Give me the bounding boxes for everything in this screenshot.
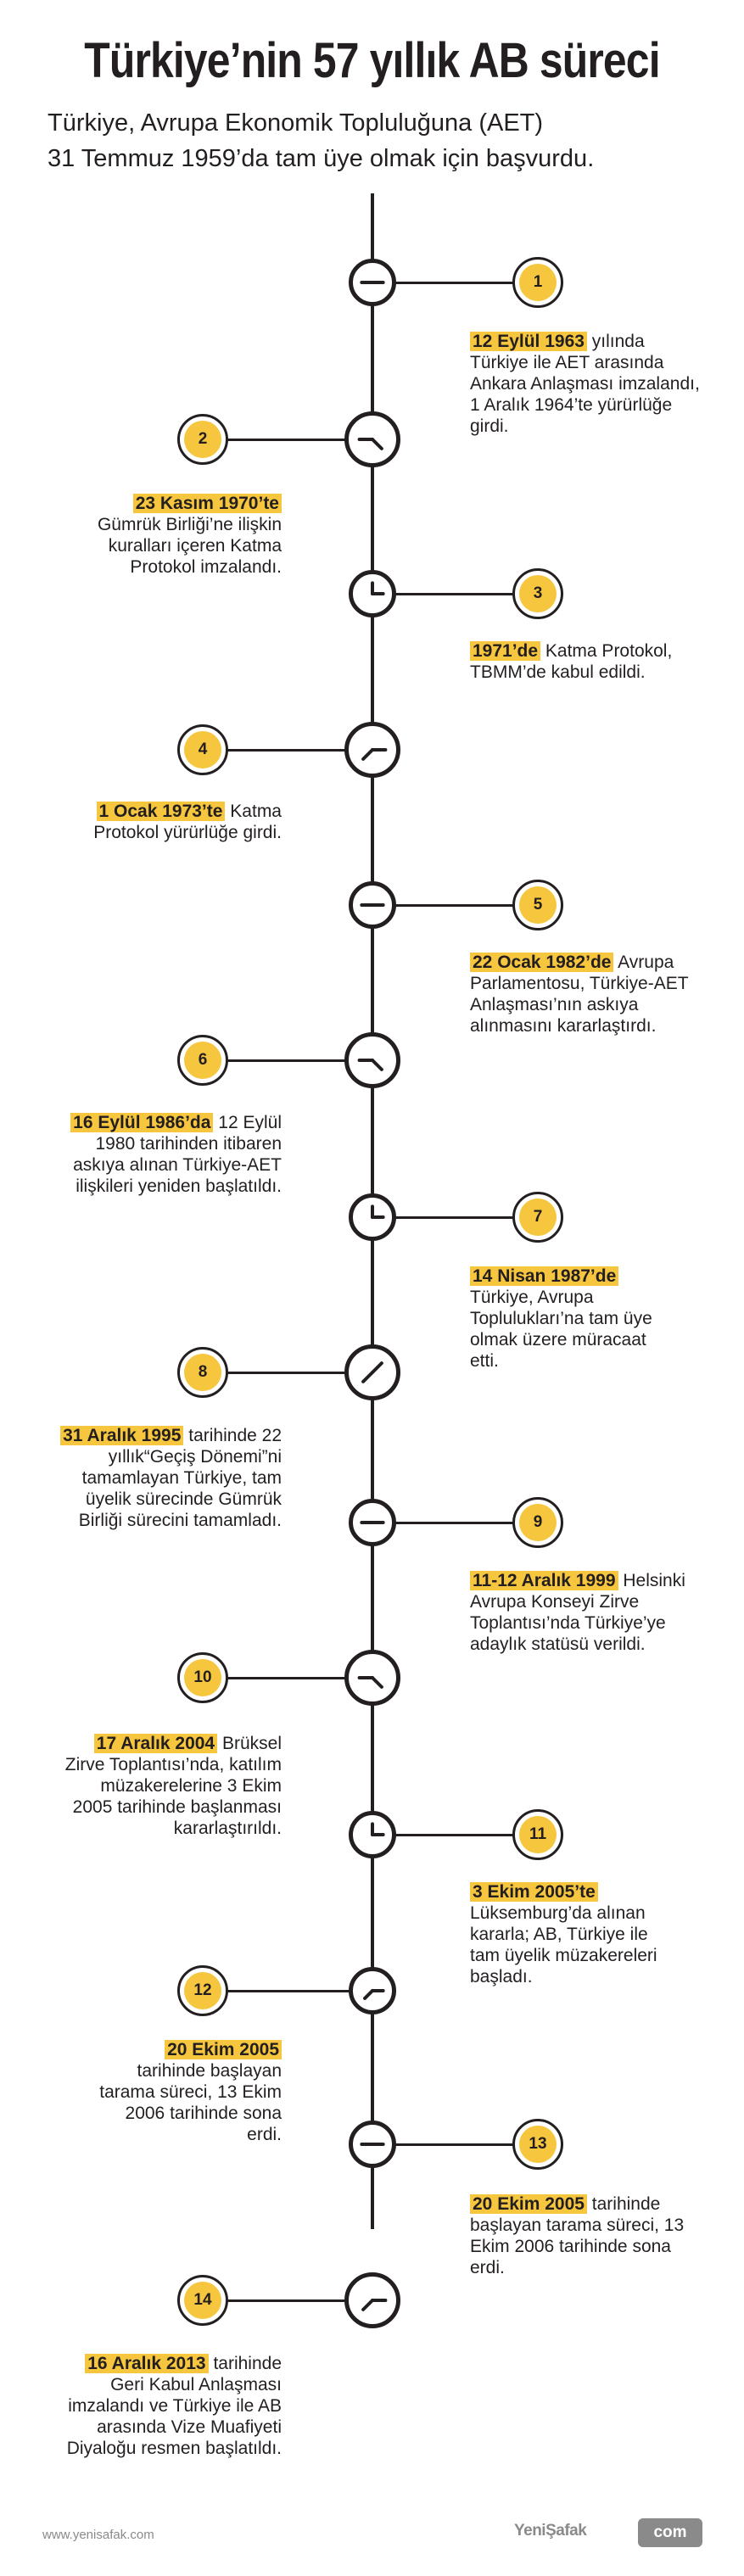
- clock-hands: [353, 1198, 392, 1237]
- numbered-circle-icon: [177, 1347, 228, 1398]
- event-number: 13: [519, 2126, 557, 2163]
- numbered-circle-icon: [512, 1192, 563, 1243]
- event-text: Helsinki Avrupa Konseyi Zirve Toplantısı’nda Türkiye’ye adaylık statüsü verildi.: [470, 1571, 685, 1654]
- clock-icon: [349, 570, 396, 617]
- event-text: tarihinde başlayan tarama süreci, 13 Ekim 2006 tarihinde sona erdi.: [470, 2194, 685, 2277]
- event-description: [470, 1266, 652, 1372]
- timeline-connector: [204, 1990, 372, 1992]
- event-number: 6: [184, 1042, 221, 1079]
- event-description: [51, 1112, 282, 1197]
- clock-hands: [349, 2277, 396, 2324]
- event-date: 11-12 Aralık 1999: [470, 1571, 618, 1590]
- clock-icon: [349, 1193, 396, 1241]
- numbered-circle-icon: [512, 568, 563, 619]
- clock-hands: [353, 263, 392, 302]
- intro-text: [48, 105, 594, 176]
- event-number: 7: [519, 1199, 557, 1236]
- clock-hands: [349, 726, 396, 774]
- clock-minute-hand: [372, 1060, 382, 1070]
- clock-icon: [349, 881, 396, 929]
- event-text: yılında Türkiye ile AET arasında Ankara Anlaşması imzalandı, 1 Aralık 1964’te yürürlüğe girdi.: [470, 332, 700, 436]
- event-date: 16 Eylül 1986’da: [70, 1113, 213, 1132]
- event-description: [93, 2039, 282, 2145]
- event-date: 12 Eylül 1963: [470, 332, 587, 351]
- clock-icon: [344, 411, 400, 467]
- numbered-circle-icon: [177, 2275, 228, 2326]
- clock-hands: [353, 1503, 392, 1542]
- event-date: 14 Nisan 1987’de: [470, 1266, 618, 1286]
- event-text: tarihinde Geri Kabul Anlaşması imzalandı ve Türkiye ile AB arasında Vize Muafiyeti Diyaloğu resmen başlatıldı.: [66, 2354, 282, 2458]
- intro-line-1: Türkiye, Avrupa Ekonomik Topluluğuna (AET): [48, 109, 544, 137]
- event-text: Türkiye, Avrupa Toplulukları’na tam üye olmak üzere müracaat etti.: [470, 1288, 652, 1371]
- clock-icon: [344, 2272, 400, 2328]
- event-text: Katma Protokol, TBMM’de kabul edildi.: [470, 641, 673, 682]
- clock-icon: [344, 722, 400, 778]
- event-date: 22 Ocak 1982’de: [470, 953, 613, 972]
- clock-hands: [349, 1037, 396, 1084]
- event-number: 14: [184, 2282, 221, 2319]
- event-date: 20 Ekim 2005: [165, 2040, 282, 2059]
- event-description: [51, 1425, 282, 1531]
- numbered-circle-icon: [177, 1965, 228, 2016]
- event-text: Gümrük Birliği’ne ilişkin kuralları içeren Katma Protokol imzalandı.: [97, 515, 282, 577]
- event-description: [51, 2353, 282, 2459]
- clock-hour-hand: [363, 750, 372, 759]
- event-number: 1: [519, 264, 557, 301]
- event-date: 23 Kasım 1970’te: [133, 494, 282, 513]
- event-number: 3: [519, 575, 557, 612]
- event-text: Katma Protokol yürürlüğe girdi.: [93, 802, 282, 842]
- numbered-circle-icon: [177, 414, 228, 465]
- intro-line-2: 31 Temmuz 1959’da tam üye olmak için başvurdu.: [48, 145, 595, 172]
- footer-url: www.yenisafak.com: [42, 2528, 154, 2542]
- footer-com-badge: com: [638, 2518, 702, 2547]
- event-text: Avrupa Parlamentosu, Türkiye-AET Anlaşması’nın askıya alınmasını kararlaştırdı.: [470, 953, 689, 1036]
- clock-hands: [349, 1654, 396, 1702]
- event-number: 5: [519, 886, 557, 924]
- event-date: 16 Aralık 2013: [85, 2354, 208, 2373]
- event-description: [470, 640, 682, 683]
- event-description: [470, 952, 716, 1037]
- numbered-circle-icon: [512, 2119, 563, 2170]
- event-description: [59, 1733, 282, 1839]
- numbered-circle-icon: [512, 257, 563, 308]
- event-text: 12 Eylül 1980 tarihinden itibaren askıya alınan Türkiye-AET ilişkileri yeniden başlatıldı.: [73, 1113, 282, 1196]
- event-text: Brüksel Zirve Toplantısı’nda, katılım müzakerelerine 3 Ekim 2005 tarihinde başlanması kararlaştırıldı.: [64, 1734, 282, 1838]
- clock-hour-hand: [363, 2300, 372, 2310]
- clock-hands: [353, 2125, 392, 2164]
- clock-icon: [349, 1499, 396, 1546]
- numbered-circle-icon: [177, 1035, 228, 1086]
- clock-hands: [349, 416, 396, 463]
- event-description: [470, 2193, 699, 2278]
- event-description: [85, 493, 282, 578]
- clock-hands: [353, 574, 392, 613]
- event-number: 2: [184, 421, 221, 458]
- event-description: [470, 331, 703, 437]
- event-description: [51, 801, 282, 843]
- numbered-circle-icon: [512, 1497, 563, 1548]
- event-number: 9: [519, 1504, 557, 1541]
- event-number: 12: [184, 1972, 221, 2009]
- clock-hands: [353, 886, 392, 925]
- clock-hands: [349, 1349, 396, 1396]
- clock-icon: [344, 1650, 400, 1706]
- event-date: 1 Ocak 1973’te: [97, 802, 226, 821]
- numbered-circle-icon: [512, 880, 563, 930]
- event-date: 17 Aralık 2004: [94, 1734, 217, 1753]
- clock-icon: [344, 1032, 400, 1088]
- numbered-circle-icon: [177, 1652, 228, 1703]
- clock-minute-hand: [372, 1363, 382, 1372]
- event-description: [470, 1881, 669, 1987]
- event-description: [470, 1570, 699, 1655]
- event-number: 10: [184, 1659, 221, 1696]
- clock-icon: [349, 1811, 396, 1858]
- clock-icon: [349, 2121, 396, 2168]
- clock-minute-hand: [372, 439, 382, 449]
- clock-hour-hand: [363, 1372, 372, 1382]
- event-text: tarihinde başlayan tarama süreci, 13 Ekim 2006 tarihinde sona erdi.: [99, 2061, 282, 2144]
- event-text: tarihinde 22 yıllık“Geçiş Dönemi”ni tamamlayan Türkiye, tam üyelik sürecinde Gümrük Birliği sürecini tamamladı.: [78, 1426, 282, 1530]
- event-date: 20 Ekim 2005: [470, 2194, 587, 2214]
- clock-minute-hand: [372, 1678, 382, 1687]
- clock-icon: [349, 1967, 396, 2014]
- footer-brand-logo: YeniŞafak: [514, 2522, 587, 2540]
- clock-icon: [344, 1344, 400, 1400]
- page-title: Türkiye’nin 57 yıllık AB süreci: [84, 33, 660, 88]
- clock-icon: [349, 259, 396, 306]
- event-text: Lüksemburg’da alınan kararla; AB, Türkiye ile tam üyelik müzakereleri başladı.: [470, 1903, 657, 1986]
- event-number: 11: [519, 1816, 557, 1853]
- numbered-circle-icon: [512, 1809, 563, 1860]
- event-date: 31 Aralık 1995: [60, 1426, 183, 1445]
- clock-hands: [353, 1971, 392, 2010]
- event-number: 8: [184, 1354, 221, 1391]
- clock-hands: [353, 1815, 392, 1854]
- event-date: 1971’de: [470, 641, 540, 661]
- numbered-circle-icon: [177, 724, 228, 775]
- event-date: 3 Ekim 2005’te: [470, 1882, 598, 1902]
- event-number: 4: [184, 731, 221, 768]
